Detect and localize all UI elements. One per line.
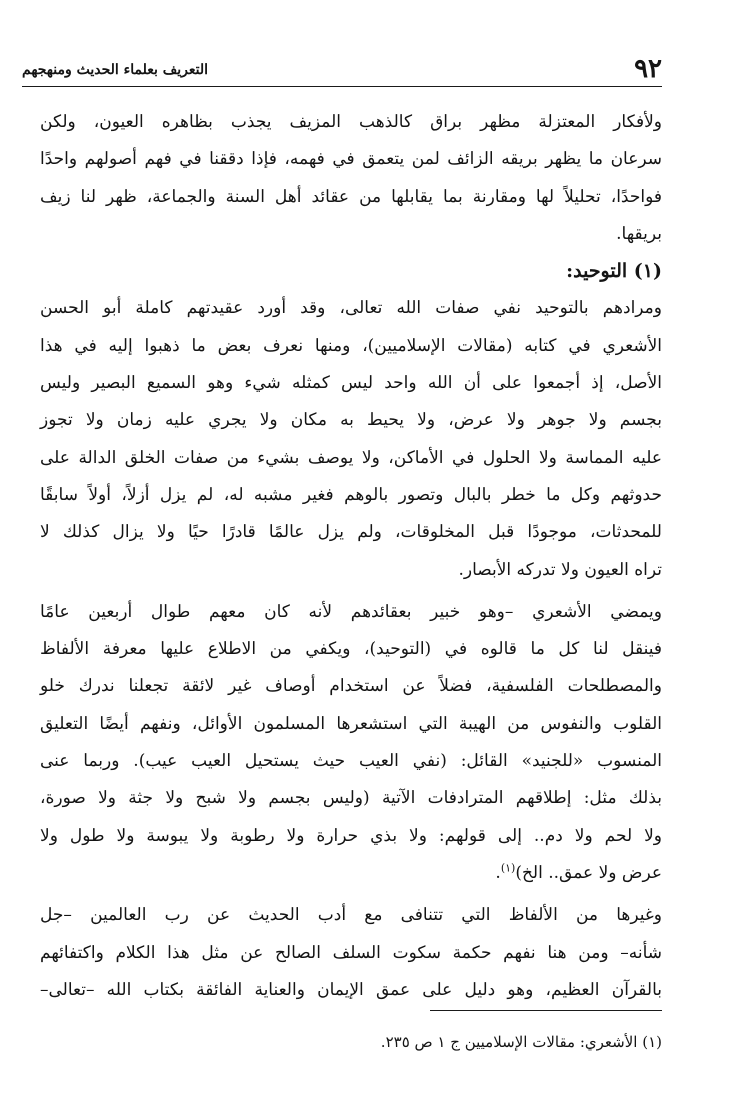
- text-line-content: حدوثهم وكل ما خطر بالبال وتصور بالوهم فغير مشبه له، لم يزل أزلاً، أولاً سابقًا: [40, 484, 662, 505]
- text-line-content: ويمضي الأشعري –وهو خبير بعقائدهم لأنه كان معهم طوال أربعين عامًا: [40, 601, 662, 622]
- text-line-content: ومرادهم بالتوحيد نفي صفات الله تعالى، وقد أورد عقيدتهم كاملة أبو الحسن: [40, 298, 662, 319]
- text-line: [40, 365, 662, 402]
- text-line-content: فينقل لنا كل ما قالوه في (التوحيد)، ويكفي من الاطلاع عليها معرفة الألفاظ: [40, 639, 662, 660]
- text-line: [40, 402, 662, 439]
- page-header: [22, 52, 662, 87]
- text-line: [40, 935, 662, 972]
- footnote-reference: (١): [500, 861, 516, 875]
- text-line-content: الأصل، إذ أجمعوا على أن الله واحد ليس كمثله شيء وهو السميع البصير وليس: [40, 373, 662, 394]
- footnote-divider: [430, 1010, 662, 1011]
- text-line-content: تراه العيون ولا تدركه الأبصار.: [458, 559, 662, 580]
- footnote: [40, 1030, 662, 1054]
- text-line: [40, 818, 662, 855]
- text-line-content: المنسوب «للجنيد» القائل: (نفي العيب حيث يستحيل العيب عيب). وربما عنى: [40, 751, 662, 772]
- text-line: [40, 631, 662, 668]
- text-line: [40, 706, 662, 743]
- text-line-content: للمحدثات، موجودًا قبل المخلوقات، ولم يزل عالمًا قادرًا حيًا ولا يزال كذلك لا: [40, 522, 662, 543]
- text-line-content: وغيرها من الألفاظ التي تتنافى مع أدب الحديث عن رب العالمين –جل: [40, 905, 662, 926]
- footnote-text: (١) الأشعري: مقالات الإسلاميين ج ١ ص ٢٣٥.: [380, 1033, 662, 1051]
- text-line: [40, 743, 662, 780]
- text-line: [40, 552, 662, 589]
- text-line: [40, 972, 662, 1009]
- text-line: [40, 328, 662, 365]
- text-line-content: عليه المماسة ولا الحلول في الأماكن، ولا يوصف بشيء من صفات الخلق الدالة على: [40, 447, 662, 468]
- sentence-period: .: [495, 862, 501, 883]
- text-line-content: بذلك مثل: إطلاقهم المترادفات الآتية (وليس بجسم ولا شبح ولا جثة ولا صورة،: [40, 788, 662, 809]
- text-line-content: عرض ولا عمق.. الخ): [515, 862, 662, 883]
- text-line-content: بجسم ولا جوهر ولا عرض، ولا يحيط به مكان ولا يجري عليه زمان ولا تجوز: [40, 410, 662, 431]
- text-line: [40, 668, 662, 705]
- section-heading: [40, 253, 662, 290]
- page-number: ٩٢: [634, 54, 662, 84]
- text-line: [40, 477, 662, 514]
- text-line-content: ولا لحم ولا دم.. إلى قولهم: ولا بذي حرارة ولا رطوبة ولا يبوسة ولا طول ولا: [40, 825, 662, 846]
- text-line-content: (١) التوحيد:: [566, 260, 662, 283]
- running-title: التعريف بعلماء الحديث ومنهجهم: [22, 62, 209, 78]
- text-line: [40, 514, 662, 551]
- text-line-content: شأنه– ومن هنا نفهم حكمة سكوت السلف الصالح عن مثل هذا الكلام واكتفائهم: [40, 942, 662, 963]
- text-line: [40, 440, 662, 477]
- text-line-content: الأشعري في كتابه (مقالات الإسلاميين)، ومنها نعرف بعض ما ذهبوا إليه في هذا: [40, 335, 662, 356]
- text-line-content: فواحدًا، تحليلاً لها ومقارنة بما يقابلها من عقائد أهل السنة والجماعة، ظهر لنا زيف: [40, 186, 662, 207]
- text-line-content: القلوب والنفوس من الهيبة التي استشعرها المسلمون الأوائل، ونفهم أيضًا التعليق: [40, 713, 662, 734]
- text-line: [40, 216, 662, 253]
- text-line: [40, 141, 662, 178]
- text-line-content: بالقرآن العظيم، وهو دليل على عمق الإيمان والعناية الفائقة بكتاب الله –تعالى–: [40, 979, 662, 1000]
- text-line: [40, 179, 662, 216]
- text-line: [40, 594, 662, 631]
- text-line-content: سرعان ما يظهر بريقه الزائف لمن يتعمق في فهمه، فإذا دققنا في فهم أصولهم واحدًا: [40, 149, 662, 170]
- text-line-content: بريقها.: [616, 223, 662, 244]
- text-line: [40, 897, 662, 934]
- text-line: [40, 290, 662, 327]
- text-line-content: والمصطلحات الفلسفية، فضلاً عن استخدام أوصاف غير لائقة تجعلنا ندرك خلو: [40, 676, 662, 697]
- text-line-content: ولأفكار المعتزلة مظهر براق كالذهب المزيف يجذب بظاهره العيون، ولكن: [40, 112, 662, 132]
- body-text: [40, 104, 662, 1009]
- text-line: [40, 104, 662, 141]
- text-line: [40, 855, 662, 892]
- text-line: [40, 780, 662, 817]
